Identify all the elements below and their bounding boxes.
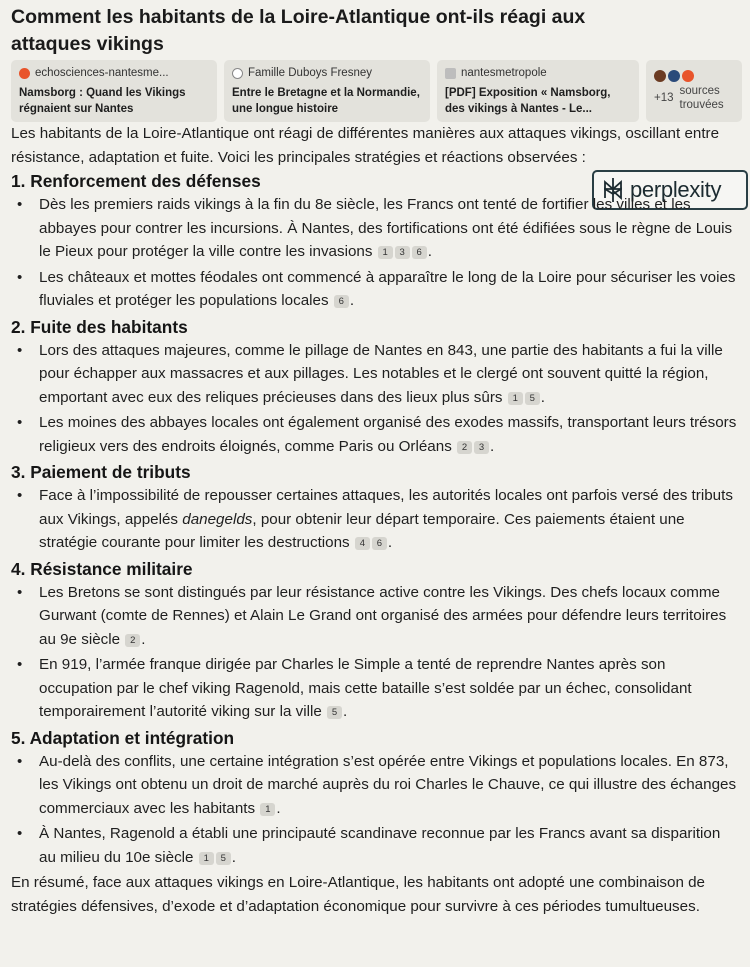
answer-body — [11, 122, 739, 918]
citation-badge[interactable]: 1 — [378, 246, 393, 259]
sources-row — [11, 60, 743, 122]
citation-badge[interactable]: 6 — [412, 246, 427, 259]
citation-badge[interactable]: 5 — [327, 706, 342, 719]
citation-badge[interactable]: 1 — [260, 803, 275, 816]
citation-badge[interactable]: 2 — [125, 634, 140, 647]
item-end: . — [141, 630, 146, 648]
item-text: En 919, l’armée franque dirigée par Charles le Simple a tenté de reprendre Nantes après son occupation par le chef viking Ragenold, mais cette bataille s’est soldée par un échec, consolidant temporairement l’autorité viking sur la ville — [39, 656, 692, 720]
list-item — [39, 822, 739, 869]
conclusion-paragraph: En résumé, face aux attaques vikings en Loire-Atlantique, les habitants ont adopté une combinaison de stratégies défensives, d’exode et d’adaptation économique pour survivre à ces périodes tumultueuses. — [11, 874, 706, 915]
list-item — [39, 484, 739, 555]
section-heading: 4. Résistance militaire — [11, 558, 193, 579]
section-list — [11, 581, 739, 724]
section-list — [11, 750, 739, 870]
citation-badge[interactable]: 4 — [355, 537, 370, 550]
list-item — [39, 339, 739, 410]
item-text: Dès les premiers raids vikings à la fin du 8e siècle, les Francs ont tenté de fortifier les villes et les abbayes pour contrer les incursions. À Nantes, des fortifications ont été édifiées sous le règne de Louis le Pieux pour protéger la ville contre les invasions — [39, 196, 733, 260]
nantesmetropole-favicon-icon — [445, 68, 456, 79]
section-heading: 1. Renforcement des défenses — [11, 171, 261, 191]
item-end: . — [276, 799, 281, 817]
section-heading: 2. Fuite des habitants — [11, 316, 188, 337]
source-favicon-icon — [654, 70, 666, 82]
item-text: À Nantes, Ragenold a établi une principauté scandinave reconnue par les Francs avant sa disparition au milieu du 10e siècle — [39, 825, 721, 866]
list-item — [39, 653, 739, 724]
more-sources-favicons — [654, 70, 734, 82]
citation-badge[interactable]: 5 — [525, 392, 540, 405]
section-list — [11, 339, 739, 459]
source-card[interactable] — [224, 60, 430, 122]
section-list — [11, 484, 739, 555]
perplexity-wordmark: perplexity — [630, 177, 722, 202]
source-site: nantesmetropole — [461, 67, 547, 79]
more-sources-label: sources trouvées — [679, 85, 724, 111]
source-site: echosciences-nantesme... — [35, 67, 169, 79]
item-end: . — [490, 437, 495, 455]
item-end: . — [231, 848, 236, 866]
more-sources-count: +13 — [654, 92, 674, 104]
item-text: , pour obtenir leur départ temporaire. Ces paiements étaient une stratégie courante pour limiter les destructions — [39, 510, 685, 551]
source-title: Entre le Bretagne et la Normandie, une longue histoire — [232, 87, 420, 115]
source-site: Famille Duboys Fresney — [248, 67, 372, 79]
list-item — [39, 581, 739, 652]
citation-badge[interactable]: 3 — [474, 441, 489, 454]
citation-badge[interactable]: 2 — [457, 441, 472, 454]
globe-icon — [232, 68, 243, 79]
item-text: Les châteaux et mottes féodales ont commencé à apparaître le long de la Loire pour sécuriser les voies fluviales et protéger les populations locales — [39, 268, 736, 309]
citation-badge[interactable]: 5 — [216, 852, 231, 865]
section-heading: 5. Adaptation et intégration — [11, 727, 235, 748]
section-heading: 3. Paiement de tributs — [11, 462, 191, 482]
citation-badge[interactable]: 1 — [199, 852, 214, 865]
page-title: Comment les habitants de la Loire-Atlantique ont-ils réagi aux attaques vikings — [11, 6, 586, 55]
source-favicon-icon — [682, 70, 694, 82]
item-end: . — [343, 703, 348, 720]
item-text: Au-delà des conflits, une certaine intégration s’est opérée entre Vikings et populations locales. En 873, les Vikings ont obtenu un droit de marché auprès du roi Charles le Chauve, ce qui illustre des échanges commerciaux avec les habitants — [39, 752, 737, 817]
list-item — [39, 266, 739, 313]
source-favicon-icon — [668, 70, 680, 82]
item-end: . — [349, 292, 355, 309]
item-text: Lors des attaques majeures, comme le pillage de Nantes en 843, une partie des habitants a fui la ville pour échapper aux massacres et aux pillages. Les notables et le clergé ont souvent quitté la région, emportant avec eux des reliques précieuses dans des lieux plus sûrs — [39, 341, 723, 406]
item-text: Les Bretons se sont distingués par leur résistance active contre les Vikings. Des chefs locaux comme Gurwant (comte de Rennes) et Alain Le Grand ont organisé des armées pour défendre leurs territoires au 9e siècle — [39, 583, 727, 648]
item-end: . — [387, 534, 393, 551]
list-item — [39, 750, 739, 821]
item-end: . — [427, 243, 432, 260]
source-card[interactable] — [437, 60, 639, 122]
source-title: Namsborg : Quand les Vikings régnaient sur Nantes — [19, 87, 186, 115]
citation-badge[interactable]: 6 — [372, 537, 387, 550]
item-text: Face à l’impossibilité de repousser certaines attaques, les autorités locales ont parfois versé des tributs aux Vikings, appelés — [39, 487, 733, 528]
item-text: Les moines des abbayes locales ont également organisé des exodes massifs, transportant leurs trésors religieux vers des endroits éloignés, comme Paris ou Orléans — [39, 414, 737, 455]
more-sources-button[interactable] — [646, 60, 742, 122]
source-title: [PDF] Exposition « Namsborg, des vikings à Nantes - Le... — [445, 87, 611, 115]
citation-badge[interactable]: 1 — [508, 392, 523, 405]
section-list — [11, 193, 739, 313]
list-item — [39, 193, 739, 264]
intro-paragraph: Les habitants de la Loire-Atlantique ont réagi de différentes manières aux attaques vikings, oscillant entre résistance, adaptation et fuite. Voici les principales stratégies et réactions observées : — [11, 125, 720, 166]
citation-badge[interactable]: 3 — [395, 246, 410, 259]
list-item — [39, 411, 739, 458]
citation-badge[interactable]: 6 — [334, 295, 349, 308]
item-end: . — [540, 388, 545, 406]
echosciences-favicon-icon — [19, 68, 30, 79]
source-card[interactable] — [11, 60, 217, 122]
item-term: danegelds — [182, 510, 253, 528]
sections-container — [11, 169, 739, 869]
